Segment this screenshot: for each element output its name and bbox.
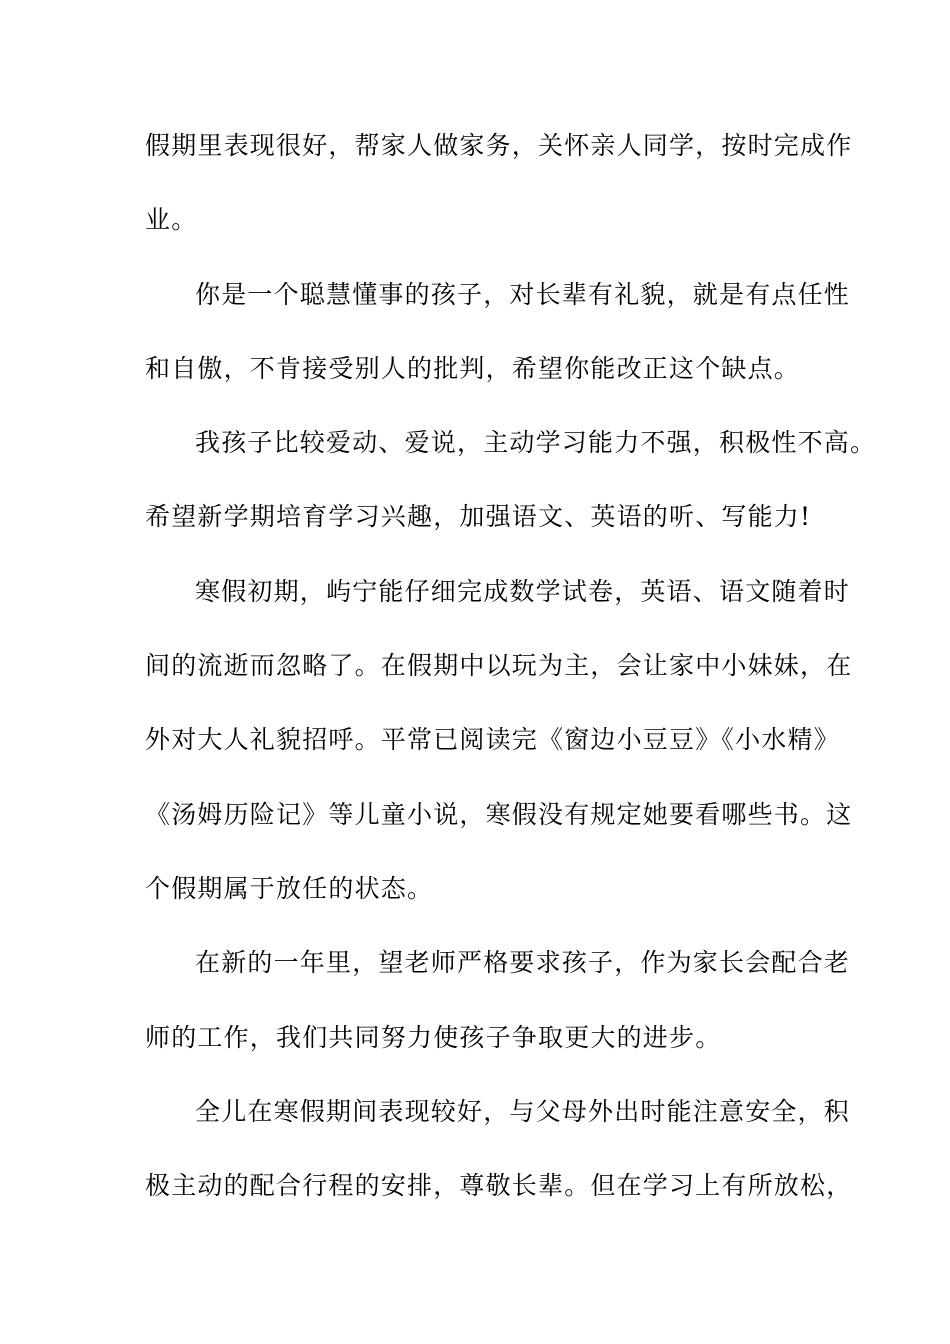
text-line: 假期里表现很好，帮家人做家务，关怀亲人同学，按时完成作 (145, 131, 853, 160)
text-line: 极主动的配合行程的安排，尊敬长辈。但在学习上有所放松， (145, 1171, 853, 1201)
text-line: 《汤姆历险记》等儿童小说，寒假没有规定她要看哪些书。这 (145, 799, 853, 829)
text-line: 你是一个聪慧懂事的孩子，对长辈有礼貌，就是有点任性 (195, 279, 851, 309)
text-line: 师的工作，我们共同努力使孩子争取更大的进步。 (145, 1022, 722, 1052)
document-body (145, 127, 877, 1241)
text-line: 寒假初期，屿宁能仔细完成数学试卷，英语、语文随着时 (195, 576, 851, 606)
text-line: 在新的一年里，望老师严格要求孩子，作为家长会配合老 (195, 948, 851, 978)
text-line: 业。 (145, 205, 198, 235)
text-line: 外对大人礼貌招呼。平常已阅读完《窗边小豆豆》《小水精》 (145, 725, 840, 755)
text-line: 间的流逝而忽略了。在假期中以玩为主，会让家中小妹妹，在 (145, 651, 853, 681)
text-line: 希望新学期培育学习兴趣，加强语文、英语的听、写能力! (145, 502, 812, 532)
text-line: 个假期属于放任的状态。 (145, 873, 434, 903)
text-line: 我孩子比较爱动、爱说，主动学习能力不强，积极性不高。 (195, 428, 877, 458)
text-line: 全儿在寒假期间表现较好，与父母外出时能注意安全，积 (195, 1096, 851, 1126)
text-line: 和自傲，不肯接受别人的批判，希望你能改正这个缺点。 (145, 353, 801, 383)
